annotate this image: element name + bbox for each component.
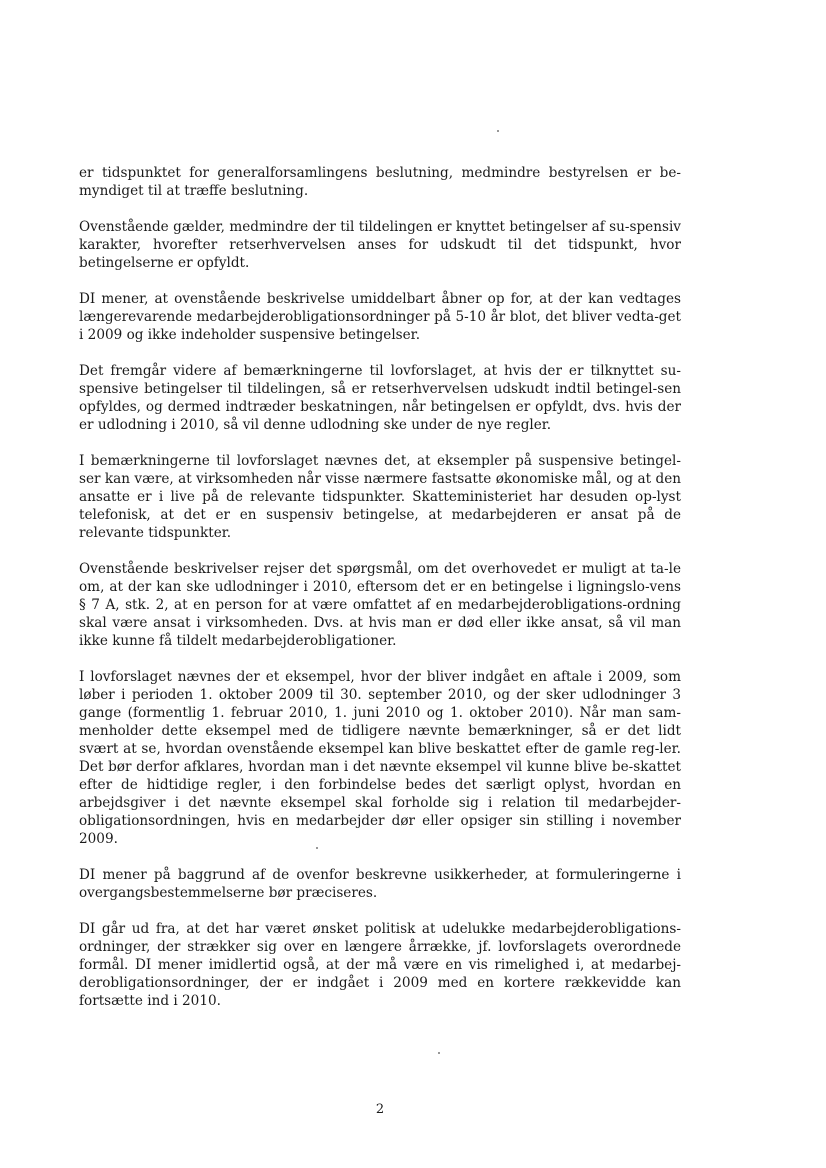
page-number: 2 — [375, 1102, 385, 1117]
paragraph-3: DI mener, at ovenstående beskrivelse umiddelbart åbner op for, at der kan vedtages længerevarende medarbejderobligationsordninger på 5-10 år blot, det bliver vedta-get i 2009 og ikke indeholder suspensive betingelser. — [79, 291, 681, 343]
paragraph-1: er tidspunktet for generalforsamlingens beslutning, medmindre bestyrelsen er be-myndiget til at træffe beslutning. — [79, 165, 681, 199]
paragraph-9: DI går ud fra, at det har været ønsket politisk at udelukke medarbejderobligations-ordninger, der strækker sig over en længere årrække, jf. lovforslagets overordnede formål. DI mener imidlertid også, at der må være en vis rimelighed i, at medarbej-derobligationsordninger, der er indgået i 2009 med en kortere rækkevidde kan fortsætte ind i 2010. — [79, 921, 681, 1009]
paragraph-8: DI mener på baggrund af de ovenfor beskrevne usikkerheder, at formuleringerne i overgangsbestemmelserne bør præciseres. — [79, 867, 681, 901]
paragraph-7: I lovforslaget nævnes der et eksempel, hvor der bliver indgået en aftale i 2009, som løber i perioden 1. oktober 2009 til 30. september 2010, og der sker udlodninger 3 gange (formentlig 1. februar 2010, 1. juni 2010 og 1. oktober 2010). Når man sam-menholder dette eksempel med de tidligere nævnte bemærkninger, så er det lidt svært at se, hvordan ovenstående eksempel kan blive beskattet efter de gamle reg-ler. Det bør derfor afklares, hvordan man i det nævnte eksempel vil kunne blive be-skattet efter de hidtidige regler, i den forbindelse bedes det særligt oplyst, hvordan en arbejdsgiver i det nævnte eksempel skal forholde sig i relation til medarbejder-obligationsordningen, hvis en medarbejder dør eller opsiger sin stilling i november 2009. — [79, 669, 681, 847]
scan-speck — [438, 1052, 440, 1054]
document-body — [79, 164, 681, 1028]
paragraph-5: I bemærkningerne til lovforslaget nævnes det, at eksempler på suspensive betingel-ser kan være, at virksomheden når visse nærmere fastsatte økonomiske mål, og at den ansatte er i live på de relevante tidspunkter. Skatteministeriet har desuden op-lyst telefonisk, at det er en suspensiv betingelse, at medarbejderen er ansat på de relevante tidspunkter. — [79, 453, 681, 541]
scan-speck — [497, 130, 499, 132]
paragraph-2: Ovenstående gælder, medmindre der til tildelingen er knyttet betingelser af su-spensiv karakter, hvorefter retserhvervelsen anses for udskudt til det tidspunkt, hvor betingelserne er opfyldt. — [79, 219, 681, 271]
paragraph-6: Ovenstående beskrivelser rejser det spørgsmål, om det overhovedet er muligt at ta-le om, at der kan ske udlodninger i 2010, eftersom det er en betingelse i ligningslo-vens § 7 A, stk. 2, at en person for at være omfattet af en medarbejderobligations-ordning skal være ansat i virksomheden. Dvs. at hvis man er død eller ikke ansat, så vil man ikke kunne få tildelt medarbejderobligationer. — [79, 561, 681, 649]
paragraph-4: Det fremgår videre af bemærkningerne til lovforslaget, at hvis der er tilknyttet su-spensive betingelser til tildelingen, så er retserhvervelsen udskudt indtil betingel-sen opfyldes, og dermed indtræder beskatningen, når betingelsen er opfyldt, dvs. hvis der er udlodning i 2010, så vil denne udlodning ske under de nye regler. — [79, 363, 681, 433]
scan-speck — [316, 847, 318, 849]
